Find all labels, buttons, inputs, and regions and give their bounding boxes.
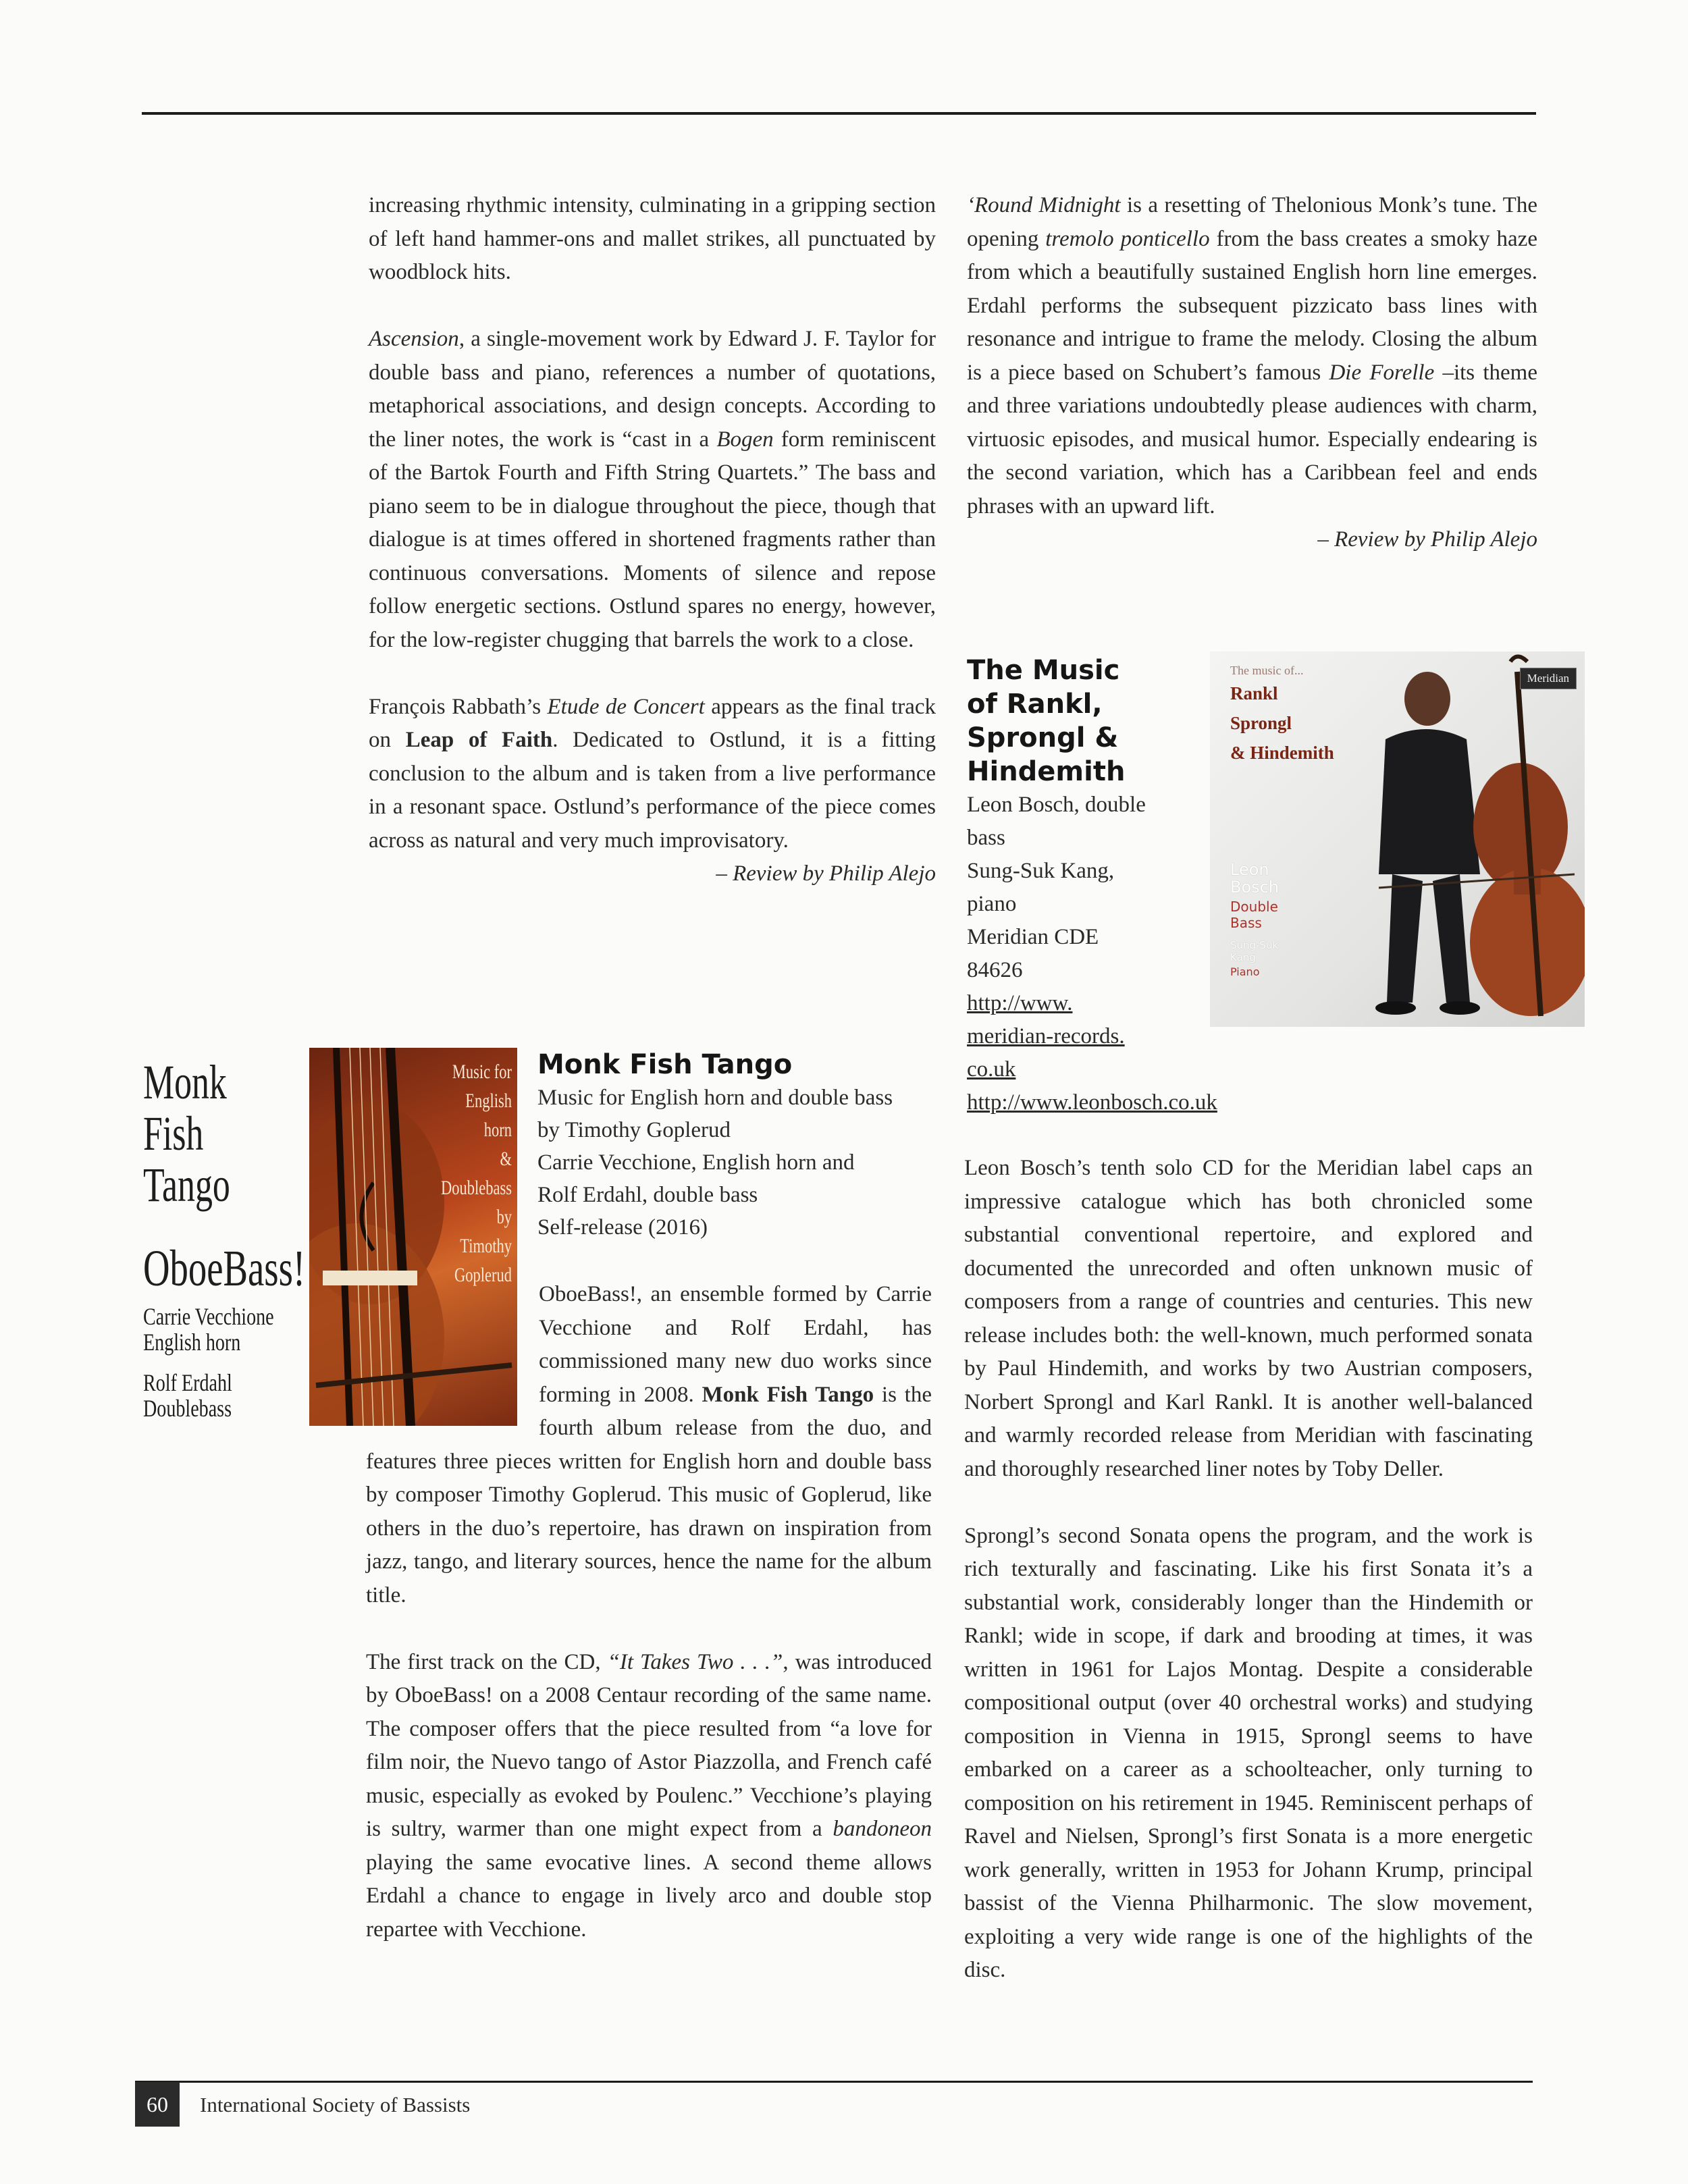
composer-name: & Hindemith [1230, 743, 1334, 763]
text: is the fourth album release from the duo, and features three pieces written for English horn and double bass by composer Timothy Goplerud. This music of Goplerud, like others in the duo’s repertoire, has drawn on inspiration from jazz, tango, and literary sources, hence the name for the album title. [366, 1382, 932, 1607]
paragraph [964, 1152, 1533, 1486]
text: is a resetting of Thelonious Monk’s tune. The opening [967, 193, 1537, 251]
cover-line: English horn [465, 1090, 512, 1141]
text: –its theme and three variations undoubtedly please audiences with charm, virtuosic episodes, and musical humor. Especially endearing is the second variation, which has a Caribbean feel and ends phrases with an upward lift. [967, 360, 1537, 518]
page-number: 60 [135, 2082, 180, 2127]
work-title: ‘Round Midnight [967, 193, 1121, 217]
title-line: The Music [967, 655, 1120, 686]
side-line: Carrie Vecchione [143, 1303, 274, 1330]
title-line: of Rankl, [967, 689, 1103, 720]
info-line: Carrie Vecchione, English horn and [537, 1150, 855, 1175]
paragraph [967, 189, 1537, 523]
pianist-line: Kang [1230, 951, 1256, 963]
album-title: Monk Fish Tango [702, 1382, 874, 1407]
right-column-top [967, 189, 1537, 590]
link-line[interactable]: http://www. [967, 991, 1073, 1015]
side-album-text [143, 1057, 305, 1421]
paragraph [369, 691, 936, 858]
text: , a single-movement work by Edward J. F. Taylor for double bass and piano, references a number of quotations, metaphorical associations, and design concepts. According to the liner notes, the work is “cast in a [369, 327, 936, 452]
info-line: Music for English horn and double bass [537, 1086, 893, 1110]
rankl-review-body [964, 1152, 1533, 1988]
info-line: piano [967, 892, 1017, 916]
info-line: 84626 [967, 958, 1023, 982]
cover-line: Doublebass [441, 1177, 512, 1199]
review-title: Monk Fish Tango [537, 1049, 793, 1080]
text: Leon Bosch’s tenth solo CD for the Meridian label caps an impressive catalogue which has both chronicled some substantial conventional repertoire, and explored and documented the unrecorded and often unknown music of composers from a range of countries and centuries. This new release includes both: the well-known, much performed sonata by Paul Hindemith, and works by two Austrian composers, Norbert Sprongl and Karl Rankl. It is another well-balanced and warmly recorded release from Meridian with fascinating and thoroughly researched liner notes by Toby Deller. [964, 1156, 1533, 1481]
side-line: Rolf Erdahl [143, 1369, 232, 1396]
paragraph [964, 1520, 1533, 1988]
side-line: Monk [143, 1055, 227, 1109]
meridian-label: Meridian [1520, 668, 1577, 689]
track-title: “It Takes Two . . .” [607, 1649, 783, 1674]
text: François Rabbath’s [369, 694, 548, 719]
work-title: Ascension [369, 327, 459, 351]
cover-line: & [500, 1148, 512, 1170]
text: increasing rhythmic intensity, culminating in a gripping section of left hand hammer-ons and mallet strikes, all punctuated by woodblock hits. [369, 193, 936, 284]
meridian-link[interactable] [967, 987, 1210, 1086]
side-line: OboeBass! [143, 1240, 306, 1297]
role-line: Piano [1230, 965, 1260, 978]
text: from the bass creates a smoky haze from which a beautifully sustained English horn line emerges. Erdahl performs the subsequent pizzicato bass lines with resonance and intrigue to frame the melody. Closing the album is a piece based on Schubert’s famous [967, 226, 1537, 385]
cover-title [417, 1057, 512, 1289]
footer-publication: International Society of Bassists [200, 2093, 471, 2116]
text: appears as the final track on [369, 694, 936, 752]
cover-line: Goplerud [454, 1264, 512, 1286]
link-line[interactable]: co.uk [967, 1057, 1016, 1082]
work-title: Die Forelle [1329, 360, 1435, 385]
pianist-line: Sung-Suk [1230, 939, 1279, 951]
cover-names [1230, 678, 1334, 768]
term: bandoneon [833, 1817, 932, 1841]
monk-review-body [366, 1278, 932, 1946]
album-title: Leap of Faith [405, 728, 553, 752]
work-title: Etude de Concert [547, 694, 705, 719]
cover-small: The music of... [1230, 664, 1304, 677]
text: The first track on the CD, [366, 1649, 608, 1674]
footer-rule [135, 2081, 1533, 2083]
rankl-review-header [967, 654, 1217, 1119]
text: OboeBass!, an ensemble formed by Carrie Vecchione and Rolf Erdahl, has commissioned many new duo works since forming in 2008. [539, 1282, 932, 1407]
text: , was introduced by OboeBass! on a 2008 Centaur recording of the same name. The composer offers that the piece resulted from “a love for film noir, the Nuevo tango of Astor Piazzolla, and French café music, especially as evoked by Poulenc.” Vecchione’s playing is sultry, warmer than one might expect from a [366, 1649, 932, 1841]
role-line: Bass [1230, 915, 1262, 931]
term: tremolo ponticello [1045, 226, 1210, 251]
info-line: Leon Bosch, double [967, 793, 1146, 817]
top-rule [142, 112, 1536, 115]
info-line: Meridian CDE [967, 925, 1099, 949]
info-line: by Timothy Goplerud [537, 1118, 731, 1142]
review-signature: – Review by Philip Alejo [1317, 527, 1537, 552]
review-info [967, 789, 1217, 1119]
review-signature: – Review by Philip Alejo [716, 861, 936, 886]
cover-line: Music for [452, 1061, 512, 1083]
cover-line: Timothy [460, 1235, 512, 1257]
link-line[interactable]: meridian-records. [967, 1024, 1125, 1048]
composer-name: Rankl [1230, 683, 1278, 703]
review-info [537, 1082, 943, 1244]
composer-name: Sprongl [1230, 713, 1292, 733]
info-line: Sung-Suk Kang, [967, 859, 1115, 883]
paragraph [369, 189, 936, 290]
term: Bogen [716, 427, 774, 452]
monk-review-header [537, 1048, 943, 1244]
paragraph [369, 323, 936, 657]
info-line: Rolf Erdahl, double bass [537, 1183, 758, 1207]
leonbosch-link[interactable]: http://www.leonbosch.co.uk [967, 1090, 1217, 1115]
info-line: bass [967, 826, 1005, 850]
performer-line: Bosch [1230, 878, 1280, 897]
text: form reminiscent of the Bartok Fourth and Fifth String Quartets.” The bass and piano seem to be in dialogue throughout the piece, though that dialogue is at times offered in shortened fragments rather than continuous conversations. Moments of silence and repose follow energetic sections. Ostlund spares no energy, however, for the low-register chugging that barrels the work to a close. [369, 427, 936, 652]
side-line: Doublebass [143, 1395, 232, 1422]
role-line: Double [1230, 899, 1278, 915]
paragraph [366, 1646, 932, 1947]
cover-credits [1230, 861, 1279, 980]
info-line: Self-release (2016) [537, 1215, 708, 1240]
left-column-top [369, 189, 936, 924]
title-line: Sprongl & [967, 722, 1119, 753]
review-title [967, 654, 1210, 789]
side-line: Fish [143, 1107, 204, 1161]
text: . Dedicated to Ostlund, it is a fitting conclusion to the album and is taken from a live performance in a resonant space. Ostlund’s performance of the piece comes across as natural and very much improvisatory. [369, 728, 937, 853]
text: Sprongl’s second Sonata opens the program, and the work is rich texturally and fascinating. Like his first Sonata it’s a substantial work, considerably longer than the Hindemith or Rankl; wide in scope, if dark and brooding at times, it was written in 1961 for Lajos Montag. Despite a considerable compositional output (over 40 orchestral works) and studying composition in Vienna in 1915, Sprongl seems to have embarked on a career as a schoolteacher, only turning to composition on his retirement in 1945. Reminiscent perhaps of Ravel and Nielsen, Sprongl’s first Sonata is a more energetic work generally, written in 1953 for Johann Krump, principal bassist of the Vienna Philharmonic. The slow movement, exploiting a very wide range is one of the highlights of the disc. [964, 1523, 1533, 1982]
rankl-cover [1210, 651, 1585, 1027]
side-line: Tango [143, 1158, 230, 1212]
cover-line: by [496, 1206, 512, 1228]
text: playing the same evocative lines. A second theme allows Erdahl a chance to engage in lively arco and double stop repartee with Vecchione. [366, 1850, 932, 1942]
title-line: Hindemith [967, 756, 1126, 787]
performer-line: Leon [1230, 860, 1269, 879]
float-spacer [366, 1278, 539, 1427]
side-line: English horn [143, 1329, 241, 1356]
